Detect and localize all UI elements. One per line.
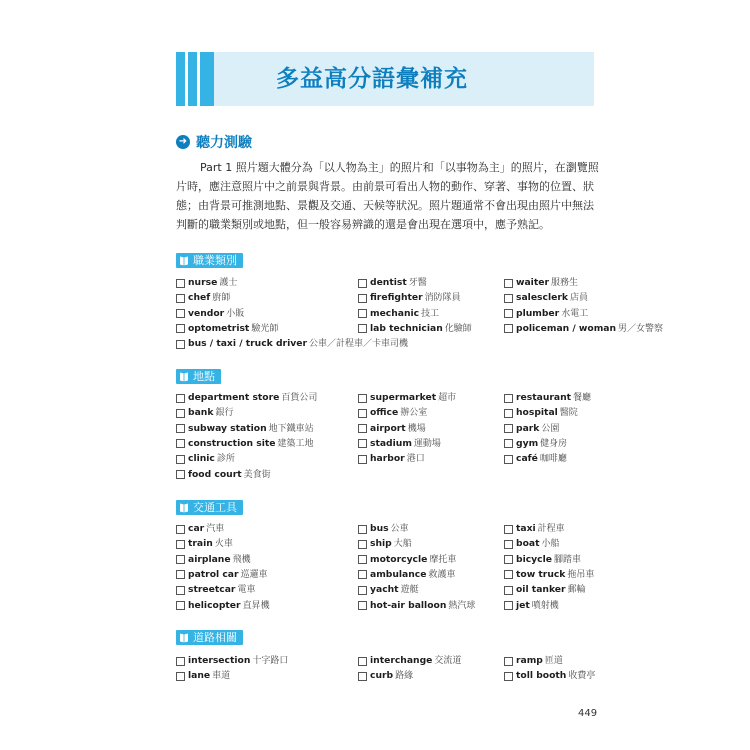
vocab-item	[176, 553, 251, 567]
checkbox-icon[interactable]	[504, 601, 513, 610]
checkbox-icon[interactable]	[504, 672, 513, 681]
checkbox-icon[interactable]	[504, 324, 513, 333]
vocab-chinese: 直昇機	[242, 600, 270, 611]
vocab-english: waiter	[516, 277, 549, 288]
vocab-chinese: 拖吊車	[567, 569, 595, 580]
vocab-item	[176, 452, 235, 466]
vocab-chinese: 咖啡廳	[539, 454, 567, 465]
vocab-english: jet	[516, 599, 530, 611]
vocab-english: mechanic	[370, 307, 420, 319]
intro-line: 態；由背景可推測地點、景觀及交通、天候等狀況。照片題通常不會出現由照片中無法	[176, 199, 594, 212]
vocab-chinese: 郵輪	[567, 585, 586, 596]
vocab-english: lab technician	[370, 322, 443, 334]
vocab-item	[358, 583, 419, 597]
vocab-english: lane	[188, 670, 211, 682]
vocab-chinese: 公車	[390, 524, 409, 534]
checkbox-icon[interactable]	[504, 394, 513, 403]
vocab-item	[504, 307, 588, 321]
section-heading	[176, 133, 252, 151]
arrow-circle-icon: ➜	[176, 135, 190, 149]
vocab-item	[176, 291, 230, 305]
vocab-english: food court	[188, 468, 242, 480]
checkbox-icon[interactable]	[358, 294, 367, 303]
checkbox-icon[interactable]	[504, 525, 513, 534]
vocab-chinese: 服務生	[551, 278, 579, 288]
checkbox-icon[interactable]	[504, 409, 513, 418]
checkbox-icon[interactable]	[176, 657, 185, 666]
checkbox-icon[interactable]	[358, 424, 367, 433]
vocab-english: policeman / woman	[516, 322, 617, 334]
checkbox-icon[interactable]	[176, 525, 185, 534]
vocab-chinese: 超市	[438, 393, 457, 403]
vocab-english: clinic	[188, 453, 215, 465]
vocab-chinese: 健身房	[540, 438, 568, 449]
vocab-item	[176, 422, 314, 436]
vocab-chinese: 機場	[407, 423, 426, 434]
vocab-english: bus	[370, 523, 389, 534]
vocab-english: bicycle	[516, 553, 552, 565]
vocab-item	[504, 276, 578, 290]
vocab-chinese: 技工	[421, 308, 440, 319]
checkbox-icon[interactable]	[176, 409, 185, 418]
vocab-chinese: 收費亭	[568, 671, 596, 682]
vocab-item	[176, 406, 233, 420]
vocab-item	[504, 537, 560, 551]
checkbox-icon[interactable]	[358, 555, 367, 564]
vocab-item	[358, 276, 427, 290]
checkbox-icon[interactable]	[176, 279, 185, 288]
vocab-item	[504, 322, 663, 336]
category-label: 地點	[193, 370, 215, 383]
vocab-item	[358, 391, 456, 405]
title-banner	[176, 52, 594, 106]
vocab-chinese: 電車	[237, 585, 256, 596]
vocab-chinese: 路緣	[395, 671, 414, 682]
vocab-chinese: 醫院	[559, 408, 578, 419]
checkbox-icon[interactable]	[358, 439, 367, 448]
checkbox-icon[interactable]	[504, 455, 513, 464]
vocab-english: gym	[516, 437, 539, 449]
vocab-english: firefighter	[370, 292, 423, 304]
vocab-item	[176, 437, 314, 451]
vocab-item	[176, 669, 230, 683]
vocab-chinese: 救護車	[428, 569, 456, 580]
vocab-chinese: 建築工地	[277, 438, 314, 449]
checkbox-icon[interactable]	[504, 439, 513, 448]
checkbox-icon[interactable]	[504, 279, 513, 288]
vocab-chinese: 小販	[226, 308, 245, 319]
vocab-english: park	[516, 422, 540, 434]
checkbox-icon[interactable]	[504, 424, 513, 433]
intro-line: 判斷的職業類別或地點，但一般容易辨識的還是會出現在選項中，應予熟記。	[176, 218, 550, 231]
vocab-item	[358, 599, 475, 613]
vocab-english: intersection	[188, 655, 251, 666]
vocab-chinese: 美食街	[243, 469, 271, 480]
vocab-english: optometrist	[188, 322, 250, 334]
vocab-chinese: 餐廳	[573, 393, 592, 403]
vocab-chinese: 護士	[219, 278, 238, 288]
category-tag-road	[176, 630, 243, 645]
vocab-chinese: 公車／計程車／卡車司機	[309, 339, 409, 350]
checkbox-icon[interactable]	[176, 340, 185, 349]
vocab-chinese: 公園	[541, 423, 560, 434]
vocab-english: construction site	[188, 437, 276, 449]
vocab-chinese: 化驗師	[444, 323, 472, 334]
vocab-item	[504, 553, 581, 567]
vocab-chinese: 消防隊員	[424, 293, 461, 304]
banner-body	[214, 52, 594, 106]
vocab-english: ambulance	[370, 568, 427, 580]
vocab-item	[176, 599, 270, 613]
book-icon	[179, 371, 189, 382]
vocab-item	[504, 583, 586, 597]
vocab-item	[176, 337, 408, 351]
checkbox-icon[interactable]	[504, 586, 513, 595]
intro-paragraph	[176, 158, 599, 234]
checkbox-icon[interactable]	[504, 540, 513, 549]
vocab-chinese: 巡邏車	[240, 569, 268, 580]
vocab-chinese: 十字路口	[252, 656, 289, 666]
checkbox-icon[interactable]	[176, 672, 185, 681]
checkbox-icon[interactable]	[176, 601, 185, 610]
vocab-english: supermarket	[370, 392, 437, 403]
banner-stripe	[200, 52, 214, 106]
vocab-english: tow truck	[516, 568, 566, 580]
vocab-chinese: 交流道	[434, 656, 462, 666]
banner-stripe	[176, 52, 185, 106]
vocab-item	[176, 583, 255, 597]
vocab-item	[358, 553, 456, 567]
vocab-english: train	[188, 538, 213, 550]
checkbox-icon[interactable]	[504, 657, 513, 666]
checkbox-icon[interactable]	[176, 309, 185, 318]
vocab-english: hot-air balloon	[370, 599, 447, 611]
vocab-english: restaurant	[516, 392, 572, 403]
vocab-chinese: 水電工	[561, 308, 589, 319]
checkbox-icon[interactable]	[358, 657, 367, 666]
vocab-english: department store	[188, 392, 280, 403]
category-tag-transport	[176, 500, 243, 515]
vocab-english: oil tanker	[516, 584, 566, 596]
checkbox-icon[interactable]	[176, 455, 185, 464]
category-tag-occupation	[176, 253, 243, 268]
checkbox-icon[interactable]	[358, 309, 367, 318]
vocab-english: interchange	[370, 655, 433, 666]
vocab-english: bank	[188, 407, 214, 419]
vocab-chinese: 火車	[214, 539, 233, 550]
vocab-english: streetcar	[188, 584, 236, 596]
checkbox-icon[interactable]	[176, 294, 185, 303]
checkbox-icon[interactable]	[176, 540, 185, 549]
vocab-english: toll booth	[516, 670, 567, 682]
checkbox-icon[interactable]	[504, 555, 513, 564]
checkbox-icon[interactable]	[358, 455, 367, 464]
vocab-chinese: 飛機	[232, 554, 251, 565]
checkbox-icon[interactable]	[358, 394, 367, 403]
vocab-item	[358, 522, 409, 536]
vocab-english: office	[370, 407, 399, 419]
vocab-english: subway station	[188, 422, 267, 434]
vocab-chinese: 辦公室	[400, 408, 428, 419]
vocab-english: nurse	[188, 277, 218, 288]
vocab-chinese: 噴射機	[531, 600, 559, 611]
intro-line: 片時，應注意照片中之前景與背景。由前景可看出人物的動作、穿著、事物的位置、狀	[176, 180, 594, 193]
vocab-chinese: 計程車	[537, 524, 565, 534]
section-title: 聽力測驗	[196, 135, 252, 151]
checkbox-icon[interactable]	[358, 409, 367, 418]
vocab-english: chef	[188, 292, 211, 304]
checkbox-icon[interactable]	[358, 586, 367, 595]
vocab-item	[358, 406, 427, 420]
vocab-chinese: 遊艇	[400, 585, 419, 596]
category-label: 道路相關	[193, 631, 237, 644]
category-label: 職業類別	[193, 254, 237, 267]
vocab-item	[176, 654, 288, 668]
checkbox-icon[interactable]	[358, 324, 367, 333]
checkbox-icon[interactable]	[358, 672, 367, 681]
vocab-chinese: 運動場	[413, 438, 441, 449]
vocab-english: hospital	[516, 407, 558, 419]
checkbox-icon[interactable]	[176, 324, 185, 333]
vocab-english: vendor	[188, 307, 225, 319]
vocab-item	[504, 568, 594, 582]
vocab-chinese: 腳踏車	[554, 554, 582, 565]
vocab-item	[504, 599, 559, 613]
vocab-chinese: 男／女警察	[618, 323, 664, 334]
vocab-english: car	[188, 523, 205, 534]
book-icon	[179, 632, 189, 643]
vocab-item	[358, 291, 461, 305]
vocab-english: salesclerk	[516, 292, 568, 304]
checkbox-icon[interactable]	[504, 309, 513, 318]
vocab-item	[504, 669, 595, 683]
checkbox-icon[interactable]	[358, 279, 367, 288]
vocab-item	[504, 522, 565, 536]
intro-line: Part 1 照片題大體分為「以人物為主」的照片和「以事物為主」的照片，在瀏覽照	[200, 161, 599, 174]
vocab-chinese: 百貨公司	[281, 393, 318, 403]
book-icon	[179, 255, 189, 266]
vocab-english: airport	[370, 422, 406, 434]
vocab-english: curb	[370, 670, 394, 682]
vocab-item	[504, 391, 591, 405]
vocab-item	[176, 568, 268, 582]
vocab-chinese: 驗光師	[251, 323, 279, 334]
page-title: 多益高分語彙補充	[276, 66, 468, 92]
vocab-item	[176, 276, 237, 290]
vocab-item	[504, 291, 588, 305]
vocab-english: helicopter	[188, 599, 241, 611]
vocab-english: ramp	[516, 655, 543, 666]
checkbox-icon[interactable]	[176, 470, 185, 479]
banner-stripe	[188, 52, 197, 106]
vocab-item	[504, 654, 563, 668]
vocab-english: bus / taxi / truck driver	[188, 338, 307, 350]
book-icon	[179, 502, 189, 513]
vocab-chinese: 小船	[541, 539, 560, 550]
vocab-english: dentist	[370, 277, 407, 288]
vocab-chinese: 摩托車	[429, 554, 457, 565]
vocab-chinese: 港口	[406, 454, 425, 465]
checkbox-icon[interactable]	[176, 570, 185, 579]
vocab-item	[504, 452, 567, 466]
checkbox-icon[interactable]	[504, 294, 513, 303]
vocab-english: harbor	[370, 453, 405, 465]
vocab-english: motorcycle	[370, 553, 428, 565]
vocab-chinese: 熱汽球	[448, 600, 476, 611]
vocab-item	[358, 322, 472, 336]
checkbox-icon[interactable]	[504, 570, 513, 579]
vocab-item	[176, 537, 233, 551]
checkbox-icon[interactable]	[176, 586, 185, 595]
vocab-item	[176, 322, 278, 336]
vocab-english: plumber	[516, 307, 560, 319]
checkbox-icon[interactable]	[358, 570, 367, 579]
vocab-chinese: 匝道	[544, 656, 563, 666]
vocab-item	[358, 669, 413, 683]
vocab-chinese: 牙醫	[408, 278, 427, 288]
vocab-english: stadium	[370, 437, 412, 449]
category-label: 交通工具	[193, 501, 237, 514]
vocab-item	[358, 654, 461, 668]
vocab-chinese: 大船	[393, 539, 412, 550]
vocab-english: café	[516, 453, 538, 465]
vocab-english: airplane	[188, 553, 231, 565]
vocab-english: ship	[370, 538, 392, 550]
vocab-item	[358, 437, 441, 451]
checkbox-icon[interactable]	[358, 540, 367, 549]
vocab-english: yacht	[370, 584, 399, 596]
checkbox-icon[interactable]	[176, 394, 185, 403]
vocab-item	[176, 468, 271, 482]
vocab-chinese: 汽車	[206, 524, 225, 534]
vocab-item	[504, 422, 559, 436]
vocab-item	[176, 391, 317, 405]
vocab-chinese: 車道	[212, 671, 231, 682]
category-tag-location	[176, 369, 221, 384]
checkbox-icon[interactable]	[176, 439, 185, 448]
vocab-english: boat	[516, 538, 540, 550]
vocab-chinese: 地下鐵車站	[268, 423, 314, 434]
vocab-english: patrol car	[188, 568, 239, 580]
vocab-chinese: 店員	[570, 293, 589, 304]
checkbox-icon[interactable]	[358, 525, 367, 534]
vocab-item	[358, 422, 426, 436]
vocab-item	[358, 568, 455, 582]
checkbox-icon[interactable]	[358, 601, 367, 610]
checkbox-icon[interactable]	[176, 424, 185, 433]
vocab-item	[176, 522, 224, 536]
vocab-item	[358, 537, 412, 551]
vocab-item	[176, 307, 244, 321]
page-number: 449	[578, 708, 598, 719]
vocab-item	[358, 452, 425, 466]
vocab-chinese: 診所	[216, 454, 235, 465]
vocab-item	[358, 307, 439, 321]
vocab-english: taxi	[516, 523, 536, 534]
checkbox-icon[interactable]	[176, 555, 185, 564]
vocab-chinese: 廚師	[212, 293, 231, 304]
vocab-chinese: 銀行	[215, 408, 234, 419]
vocab-item	[504, 406, 578, 420]
vocab-item	[504, 437, 567, 451]
